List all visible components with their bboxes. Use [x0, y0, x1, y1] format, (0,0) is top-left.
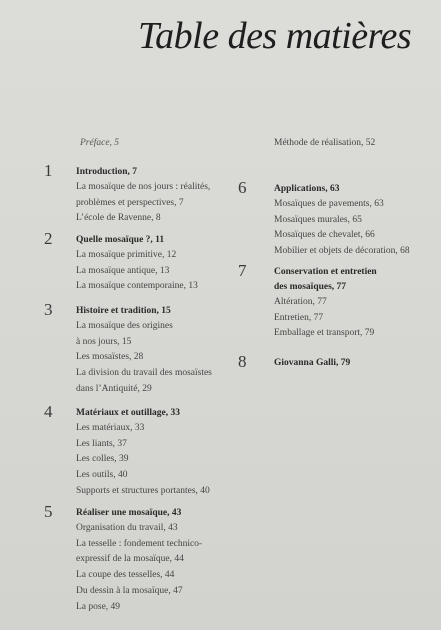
toc-line: La mosaïque antique, 13 [76, 265, 170, 276]
chapter-heading: Conservation et entretien [274, 267, 377, 277]
toc-line: Les colles, 39 [76, 454, 129, 465]
chapter-heading: Quelle mosaïque ?, 11 [76, 235, 165, 245]
toc-line: La mosaïque de nos jours : réalités, [76, 182, 211, 192]
methode-entry: Méthode de réalisation, 52 [274, 138, 376, 148]
toc-line: Altération, 77 [274, 297, 327, 307]
toc-line: Les outils, 40 [76, 470, 128, 481]
chapter-heading: Matériaux et outillage, 33 [76, 408, 180, 418]
chapter-number: 8 [238, 352, 247, 371]
chapter-number: 6 [238, 178, 247, 197]
chapter-heading: Applications, 63 [274, 184, 340, 194]
toc-line: Mosaïques de pavements, 63 [274, 199, 384, 209]
toc-line: Les matériaux, 33 [76, 423, 145, 433]
toc-line: Mosaïques murales, 65 [274, 214, 362, 225]
toc-line: Entretien, 77 [274, 312, 324, 323]
toc-line: Les liants, 37 [76, 438, 127, 449]
chapter-number: 3 [44, 300, 53, 319]
toc-line: Les mosaïstes, 28 [76, 352, 144, 363]
toc-line: La tesselle : fondement technico- [76, 538, 203, 549]
page-title: Table des matières [138, 15, 412, 57]
toc-line: expressif de la mosaïque, 44 [76, 554, 184, 565]
chapter-number: 2 [44, 229, 53, 248]
chapter-number: 5 [44, 502, 53, 521]
preface-entry: Préface, 5 [80, 138, 120, 148]
chapter-heading: Réaliser une mosaïque, 43 [76, 508, 182, 518]
toc-line: à nos jours, 15 [76, 336, 132, 347]
chapter-heading: Introduction, 7 [76, 167, 138, 177]
chapter-number: 7 [238, 261, 247, 280]
toc-line: La mosaïque primitive, 12 [76, 250, 177, 260]
chapter-number: 4 [44, 402, 53, 421]
toc-line: La pose, 49 [76, 601, 121, 612]
toc-line: La coupe des tesselles, 44 [76, 570, 175, 581]
chapter-number: 1 [44, 161, 53, 180]
toc-line: Du dessin à la mosaïque, 47 [76, 585, 183, 596]
toc-line: Supports et structures portantes, 40 [76, 485, 210, 496]
toc-line: Organisation du travail, 43 [76, 523, 178, 533]
chapter-heading: des mosaïques, 77 [274, 282, 347, 292]
toc-line: Mobilier et objets de décoration, 68 [274, 246, 410, 257]
chapter-heading: Histoire et tradition, 15 [76, 306, 171, 316]
toc-line: L’école de Ravenne, 8 [76, 213, 161, 224]
toc-line: Emballage et transport, 79 [274, 328, 375, 339]
toc-line: La mosaïque des origines [76, 321, 173, 331]
toc-line: problèmes et perspectives, 7 [76, 197, 184, 208]
toc-line: dans l’Antiquité, 29 [76, 383, 152, 394]
toc-line: La mosaïque contemporaine, 13 [76, 281, 198, 292]
toc-line: Mosaïques de chevalet, 66 [274, 230, 375, 241]
chapter-heading: Giovanna Galli, 79 [274, 358, 351, 368]
toc-line: La division du travail des mosaïstes [76, 368, 212, 379]
